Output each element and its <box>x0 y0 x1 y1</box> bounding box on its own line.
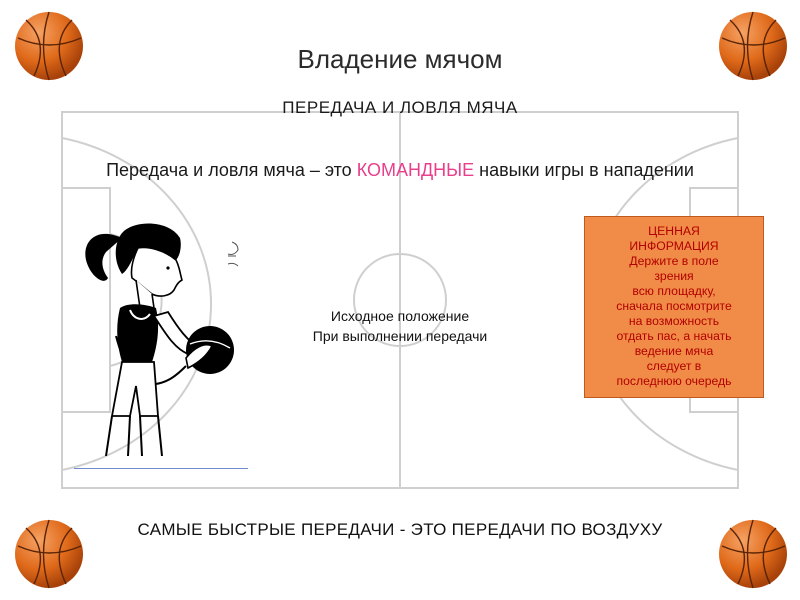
info-line: всю площадку, <box>632 284 716 298</box>
intro-highlight: КОМАНДНЫЕ <box>356 160 475 180</box>
figure-underline <box>74 468 248 469</box>
info-line: ведение мяча <box>634 344 714 358</box>
info-line: на возможность <box>628 314 720 328</box>
info-box <box>584 216 764 398</box>
intro-text-start: Передача и ловля мяча – это <box>106 160 357 180</box>
info-line: отдать пас, а начать <box>616 329 732 343</box>
bottom-statement: САМЫЕ БЫСТРЫЕ ПЕРЕДАЧИ - ЭТО ПЕРЕДАЧИ ПО ВОЗДУХУ <box>137 520 663 539</box>
position-caption-line2: При выполнении передачи <box>312 328 488 344</box>
position-caption <box>270 306 530 346</box>
info-line: зрения <box>654 269 694 283</box>
info-line: последнюю очередь <box>616 374 732 388</box>
info-line: ЦЕННАЯ <box>648 224 700 238</box>
info-line: сначала посмотрите <box>616 299 732 313</box>
info-line: Держите в поле <box>629 254 719 268</box>
slide-subtitle: ПЕРЕДАЧА И ЛОВЛЯ МЯЧА <box>282 98 518 117</box>
player-passing-icon <box>76 216 251 456</box>
intro-text-end: навыки игры в нападении <box>474 160 694 180</box>
info-line: ИНФОРМАЦИЯ <box>629 239 719 253</box>
intro-text <box>70 156 730 184</box>
slide-title: Владение мячом <box>297 44 503 74</box>
info-line: следует в <box>646 359 702 373</box>
position-caption-line1: Исходное положение <box>330 308 470 324</box>
